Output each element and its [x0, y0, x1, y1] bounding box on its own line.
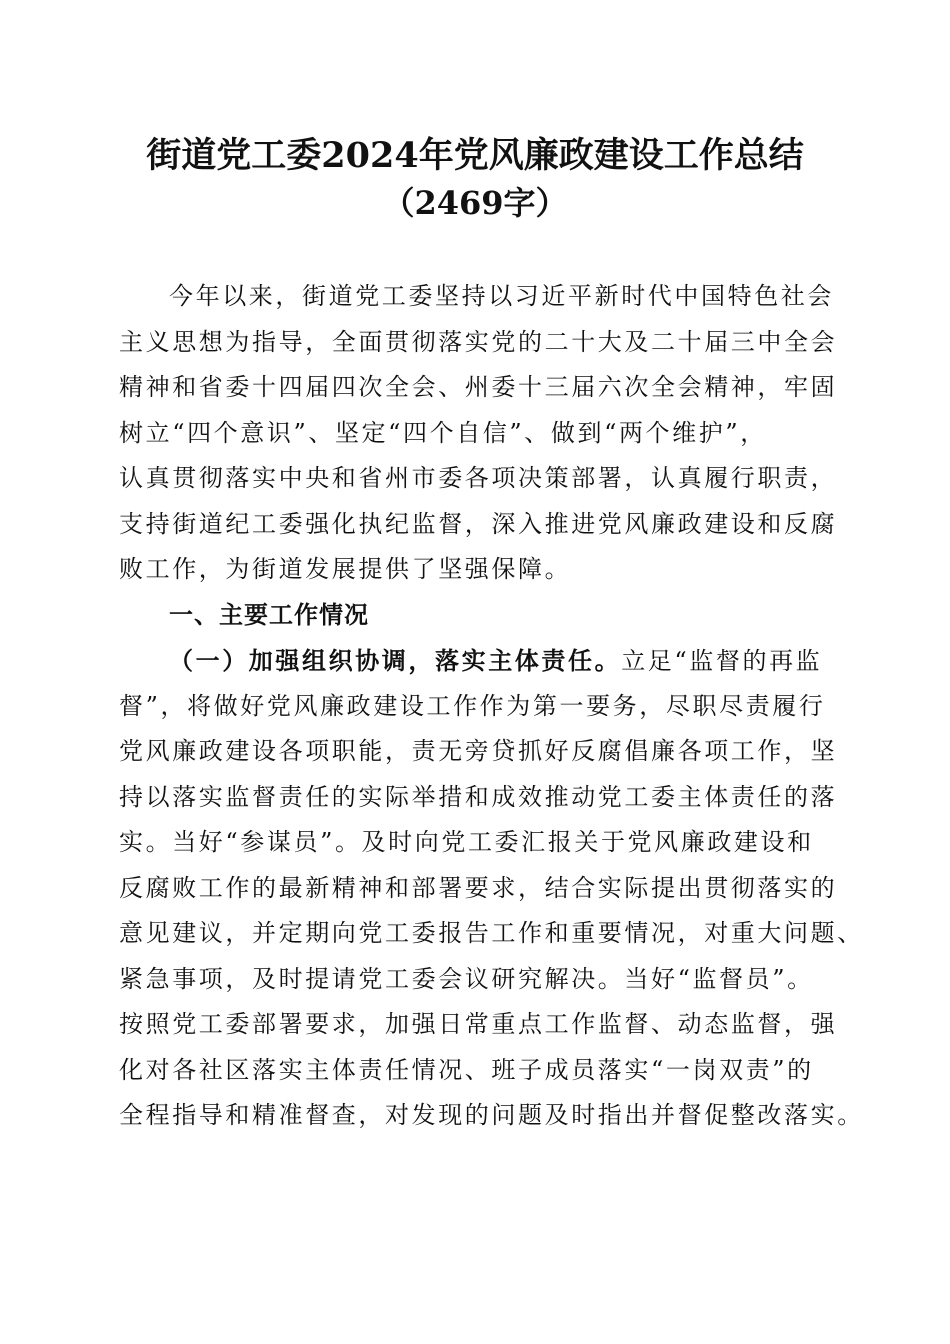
- paragraph-line: 意见建议，并定期向党工委报告工作和重要情况，对重大问题、: [119, 919, 864, 947]
- title-block: [100, 132, 850, 226]
- section-heading: 一、主要工作情况: [169, 600, 369, 629]
- subsection-heading: （一）加强组织协调，落实主体责任。: [169, 646, 622, 675]
- paragraph-line: [119, 638, 831, 684]
- paragraph-line: 全程指导和精准督查，对发现的问题及时指出并督促整改落实。: [119, 1101, 864, 1129]
- paragraph-line: 反腐败工作的最新精神和部署要求，结合实际提出贯彻落实的: [119, 873, 838, 902]
- document-subtitle: （2469字）: [382, 184, 568, 222]
- paragraph-line: 树立“四个意识”、坚定“四个自信”、做到“两个维护”，: [119, 418, 767, 447]
- paragraph-line: 实。当好“参谋员”。及时向党工委汇报关于党风廉政建设和: [119, 828, 814, 856]
- paragraph-line: 今年以来，街道党工委坚持以习近平新时代中国特色社会: [169, 282, 834, 310]
- paragraph-line: 持以落实监督责任的实际举措和成效推动党工委主体责任的落: [119, 782, 838, 811]
- document-title: 街道党工委2024年党风廉政建设工作总结: [146, 135, 804, 176]
- paragraph-line: 精神和省委十四届四次全会、州委十三届六次全会精神，牢固: [119, 373, 838, 401]
- paragraph-line: 认真贯彻落实中央和省州市委各项决策部署，认真履行职责，: [119, 464, 838, 492]
- paragraph-line: 督”，将做好党风廉政建设工作作为第一要务，尽职尽责履行: [119, 691, 826, 720]
- paragraph-line: 党风廉政建设各项职能，责无旁贷抓好反腐倡廉各项工作，坚: [119, 737, 838, 765]
- paragraph-line: 化对各社区落实主体责任情况、班子成员落实“一岗双责”的: [119, 1055, 814, 1084]
- paragraph-line: 按照党工委部署要求，加强日常重点工作监督、动态监督，强: [119, 1010, 838, 1038]
- paragraph-line: 主义思想为指导，全面贯彻落实党的二十大及二十届三中全会: [119, 327, 838, 356]
- paragraph-line: 败工作，为街道发展提供了坚强保障。: [119, 555, 572, 583]
- document-body: [119, 274, 864, 1139]
- paragraph-text: 立足“监督的再监: [621, 647, 823, 675]
- paragraph-line: 紧急事项，及时提请党工委会议研究解决。当好“监督员”。: [119, 964, 814, 993]
- paragraph-line: 支持街道纪工委强化执纪监督，深入推进党风廉政建设和反腐: [119, 509, 838, 538]
